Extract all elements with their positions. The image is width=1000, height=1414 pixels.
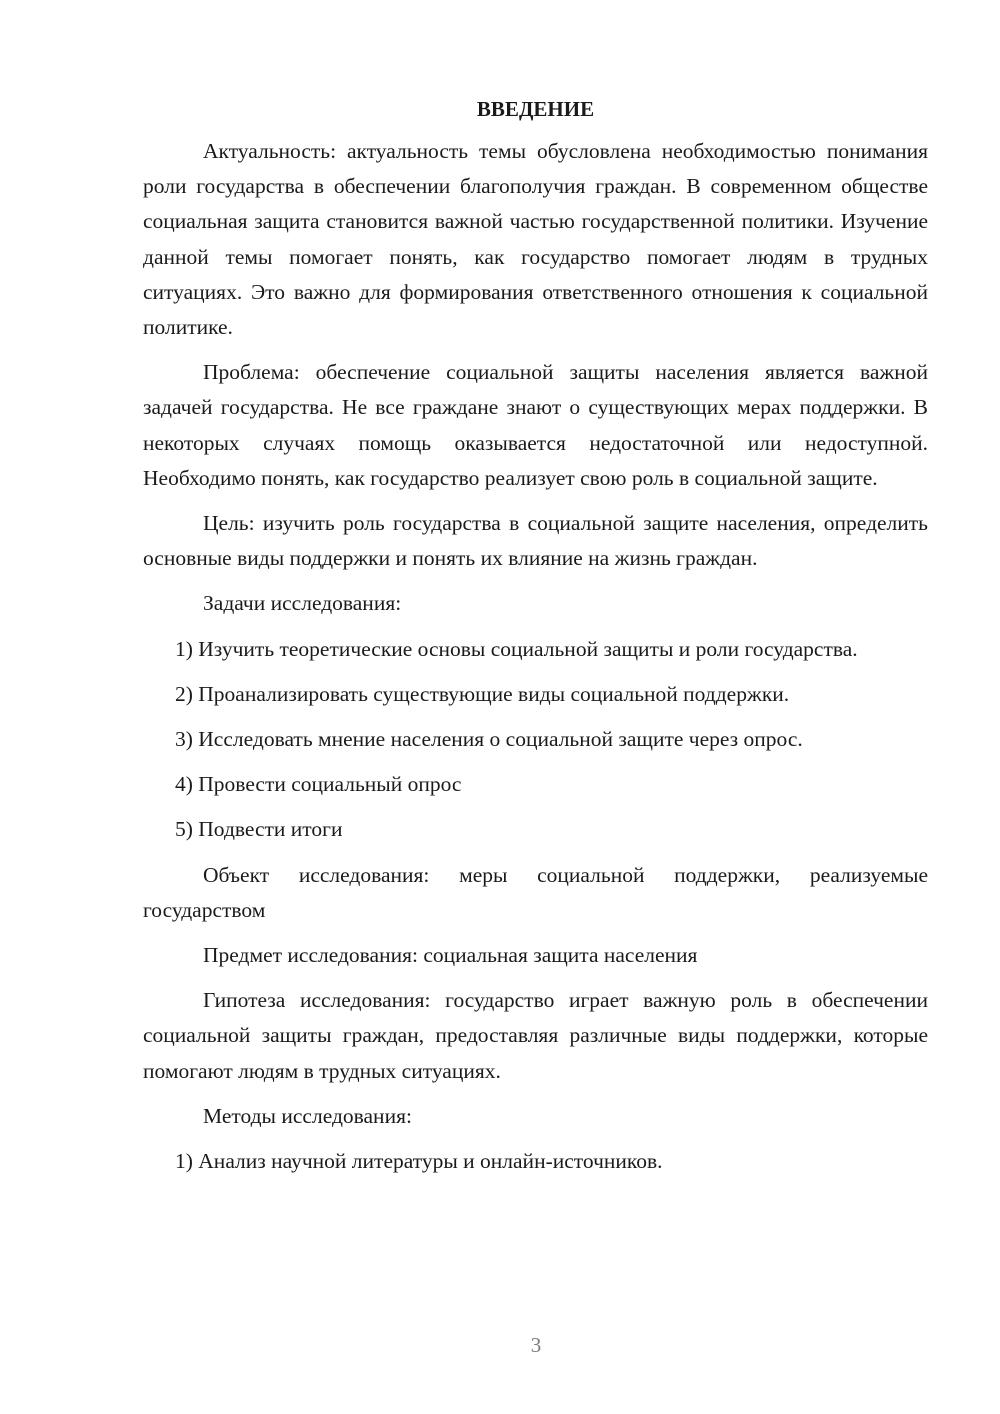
hypothesis-paragraph: Гипотеза исследования: государство играет важную роль в обеспечении социальной защиты граждан, предоставляя различные виды поддержки, которые помогают людям в трудных ситуациях. [143,988,928,1083]
method-item: 1) Анализ научной литературы и онлайн-источников. [175,1149,663,1174]
methods-heading: Методы исследования: [203,1103,412,1128]
section-title: ВВЕДЕНИЕ [476,97,595,121]
relevance-paragraph: Актуальность: актуальность темы обусловлена необходимостью понимания роли государства в обеспечении благополучия граждан. В современном обществе социальная защита становится важной частью государственной политики. Изучение данной темы помогает понять, как государство помогает людям в трудных ситуациях. Это важно для формирования ответственного отношения к социальной политике. [143,139,928,340]
task-item: 2) Проанализировать существующие виды социальной поддержки. [175,681,790,706]
problem-paragraph: Проблема: обеспечение социальной защиты населения является важной задачей государства. Не все граждане знают о существующих мерах поддержки. В некоторых случаях помощь оказывается недостаточной или недоступной. Необходимо понять, как государство реализует свою роль в социальной защите. [143,360,928,490]
goal-paragraph: Цель: изучить роль государства в социальной защите населения, определить основные виды поддержки и понять их влияние на жизнь граждан. [143,511,928,571]
task-item: 5) Подвести итоги [175,817,343,842]
subject-paragraph: Предмет исследования: социальная защита населения [203,943,698,968]
task-item: 3) Исследовать мнение населения о социальной защите через опрос. [175,727,803,752]
object-paragraph: Объект исследования: меры социальной поддержки, реализуемые государством [143,862,928,922]
task-item: 4) Провести социальный опрос [175,772,462,797]
page-number: 3 [530,1333,542,1357]
task-item: 1) Изучить теоретические основы социальной защиты и роли государства. [175,636,858,661]
document-page [143,94,928,1179]
tasks-heading: Задачи исследования: [203,591,402,616]
